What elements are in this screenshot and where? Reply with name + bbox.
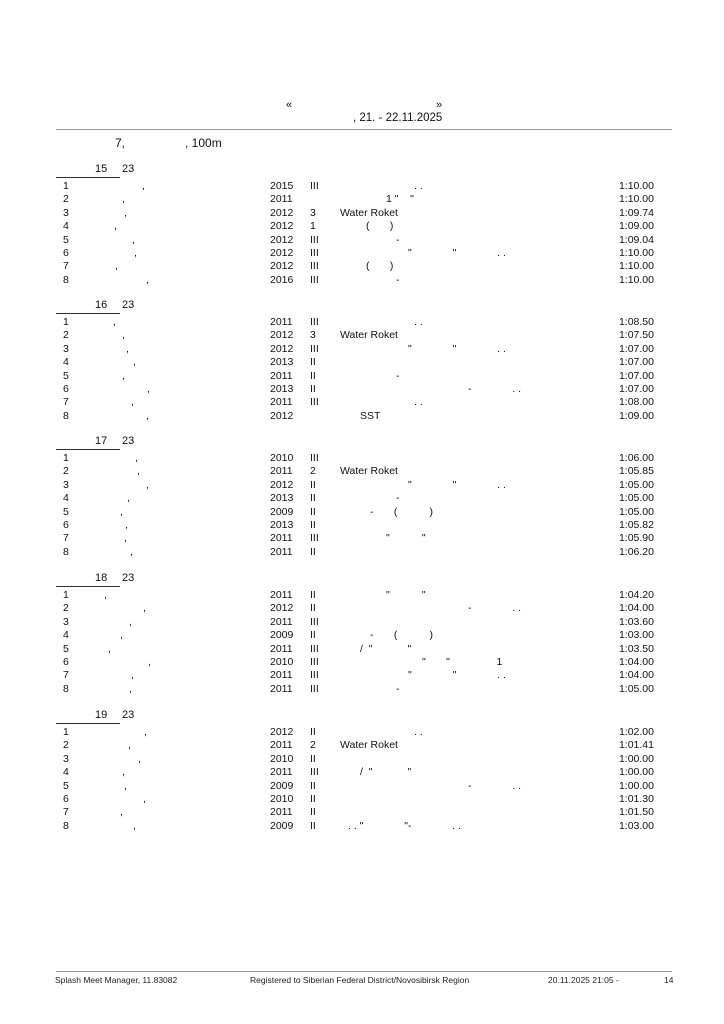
lane-number: 2 bbox=[63, 465, 69, 478]
swimmer-name: , bbox=[146, 273, 149, 286]
sport-rank: II bbox=[310, 492, 316, 505]
result-row bbox=[0, 669, 724, 682]
entry-time: 1:03.50 bbox=[618, 642, 654, 655]
lane-number: 5 bbox=[63, 233, 69, 246]
sport-rank: II bbox=[310, 726, 316, 738]
entry-time: 1:02.00 bbox=[618, 726, 654, 738]
club-name: " " . . bbox=[408, 342, 506, 355]
result-row bbox=[0, 193, 724, 206]
swimmer-name: , bbox=[138, 752, 141, 765]
swimmer-name: , bbox=[130, 545, 133, 558]
sport-rank: II bbox=[310, 478, 316, 491]
club-name: " " bbox=[386, 589, 426, 601]
lane-number: 7 bbox=[63, 806, 69, 819]
sport-rank: II bbox=[310, 519, 316, 531]
entry-time: 1:03.00 bbox=[618, 629, 654, 642]
result-row bbox=[0, 629, 724, 642]
lane-number: 2 bbox=[63, 193, 69, 206]
entry-time: 1:03.60 bbox=[618, 615, 654, 628]
entry-time: 1:05.85 bbox=[618, 465, 654, 478]
club-name: - . . bbox=[468, 779, 522, 792]
swimmer-name: , bbox=[146, 409, 149, 422]
birth-year: 2012 bbox=[270, 478, 294, 491]
sport-rank: 1 bbox=[310, 220, 316, 233]
lane-number: 7 bbox=[63, 669, 69, 682]
result-row bbox=[0, 820, 724, 833]
entry-time: 1:07.00 bbox=[618, 356, 654, 369]
birth-year: 2012 bbox=[270, 220, 294, 233]
sport-rank: 3 bbox=[310, 206, 316, 219]
entry-time: 1:10.00 bbox=[618, 247, 654, 259]
lane-number: 3 bbox=[63, 752, 69, 765]
swimmer-name: , bbox=[126, 342, 129, 355]
club-name: - . . bbox=[468, 383, 522, 395]
birth-year: 2011 bbox=[270, 682, 293, 695]
sport-rank: II bbox=[310, 602, 316, 615]
result-row bbox=[0, 589, 724, 602]
entry-time: 1:10.00 bbox=[618, 193, 654, 206]
sport-rank: III bbox=[310, 180, 319, 192]
club-name: Water Roket bbox=[340, 739, 398, 752]
footer-divider bbox=[56, 971, 672, 972]
sport-rank: III bbox=[310, 396, 319, 409]
club-name: SST bbox=[360, 409, 381, 422]
entry-time: 1:08.00 bbox=[618, 396, 654, 409]
event-distance: , 100m bbox=[185, 136, 222, 150]
birth-year: 2011 bbox=[270, 766, 293, 779]
swimmer-name: , bbox=[124, 206, 127, 219]
result-row bbox=[0, 519, 724, 532]
club-name: / " " bbox=[360, 642, 412, 655]
birth-year: 2010 bbox=[270, 752, 294, 765]
club-name: - bbox=[396, 369, 400, 382]
birth-year: 2011 bbox=[270, 465, 293, 478]
result-row bbox=[0, 656, 724, 669]
result-row bbox=[0, 180, 724, 193]
heat-group: 23 bbox=[122, 299, 135, 311]
swimmer-name: , bbox=[143, 602, 146, 615]
entry-time: 1:07.50 bbox=[618, 329, 654, 342]
club-name: " " . . bbox=[408, 247, 506, 259]
club-name: ( ) bbox=[366, 220, 394, 233]
birth-year: 2012 bbox=[270, 342, 294, 355]
birth-year: 2011 bbox=[270, 193, 293, 206]
swimmer-name: , bbox=[113, 316, 116, 328]
lane-number: 6 bbox=[63, 383, 69, 395]
result-row bbox=[0, 683, 724, 696]
result-row bbox=[0, 602, 724, 615]
result-row bbox=[0, 793, 724, 806]
lane-number: 8 bbox=[63, 273, 69, 286]
sport-rank: III bbox=[310, 316, 319, 328]
birth-year: 2011 bbox=[270, 589, 293, 601]
lane-number: 7 bbox=[63, 260, 69, 273]
swimmer-name: , bbox=[122, 329, 125, 342]
entry-time: 1:10.00 bbox=[618, 260, 654, 273]
sport-rank: II bbox=[310, 806, 316, 819]
result-row bbox=[0, 329, 724, 342]
lane-number: 7 bbox=[63, 396, 69, 409]
result-row bbox=[0, 356, 724, 369]
swimmer-name: , bbox=[120, 806, 123, 819]
entry-time: 1:01.41 bbox=[618, 739, 654, 752]
swimmer-name: , bbox=[148, 656, 151, 668]
result-row bbox=[0, 643, 724, 656]
heat-group: 23 bbox=[122, 435, 135, 447]
entry-time: 1:04.00 bbox=[618, 656, 654, 668]
result-row bbox=[0, 452, 724, 465]
club-name: . . " "- . . bbox=[348, 819, 462, 832]
heat-heading bbox=[56, 435, 135, 450]
entry-time: 1:07.00 bbox=[618, 369, 654, 382]
birth-year: 2009 bbox=[270, 629, 294, 642]
club-name: - ( ) bbox=[370, 629, 433, 642]
sport-rank: III bbox=[310, 273, 319, 286]
lane-number: 8 bbox=[63, 819, 69, 832]
sport-rank: II bbox=[310, 752, 316, 765]
entry-time: 1:05.82 bbox=[618, 519, 654, 531]
lane-number: 8 bbox=[63, 409, 69, 422]
sport-rank: II bbox=[310, 629, 316, 642]
entry-time: 1:09.00 bbox=[618, 409, 654, 422]
birth-year: 2011 bbox=[270, 739, 293, 752]
swimmer-name: , bbox=[108, 642, 111, 655]
swimmer-name: , bbox=[104, 589, 107, 601]
sport-rank: III bbox=[310, 642, 319, 655]
event-number: 7, bbox=[115, 136, 126, 150]
title-quote-close: » bbox=[436, 99, 443, 111]
club-name: - . . bbox=[468, 602, 522, 615]
lane-number: 1 bbox=[63, 726, 69, 738]
result-row bbox=[0, 465, 724, 478]
result-row bbox=[0, 506, 724, 519]
lane-number: 5 bbox=[63, 369, 69, 382]
entry-time: 1:05.00 bbox=[618, 682, 654, 695]
heat-group: 23 bbox=[122, 572, 135, 584]
heat-group: 23 bbox=[122, 709, 135, 721]
sport-rank: III bbox=[310, 615, 319, 628]
birth-year: 2009 bbox=[270, 819, 294, 832]
sport-rank: III bbox=[310, 766, 319, 779]
birth-year: 2011 bbox=[270, 669, 293, 682]
entry-time: 1:09.00 bbox=[618, 220, 654, 233]
entry-time: 1:04.00 bbox=[618, 669, 654, 682]
title-quote-open: « bbox=[286, 99, 293, 111]
result-row bbox=[0, 532, 724, 545]
birth-year: 2011 bbox=[270, 806, 293, 819]
lane-number: 6 bbox=[63, 656, 69, 668]
heat-number: 15 bbox=[95, 163, 108, 175]
entry-time: 1:06.00 bbox=[618, 452, 654, 464]
club-name: Water Roket bbox=[340, 465, 398, 478]
entry-time: 1:10.00 bbox=[618, 180, 654, 192]
lane-number: 1 bbox=[63, 180, 69, 192]
sport-rank: II bbox=[310, 589, 316, 601]
birth-year: 2013 bbox=[270, 519, 294, 531]
sport-rank: II bbox=[310, 819, 316, 832]
club-name: 1 " " bbox=[386, 193, 414, 206]
swimmer-name: , bbox=[127, 492, 130, 505]
birth-year: 2012 bbox=[270, 206, 294, 219]
heat-number: 17 bbox=[95, 435, 108, 447]
club-name: . . bbox=[414, 396, 423, 409]
heat-heading bbox=[56, 709, 135, 724]
swimmer-name: , bbox=[120, 629, 123, 642]
swimmer-name: , bbox=[124, 532, 127, 545]
swimmer-name: , bbox=[122, 766, 125, 779]
lane-number: 5 bbox=[63, 779, 69, 792]
entry-time: 1:04.00 bbox=[618, 602, 654, 615]
entry-time: 1:06.20 bbox=[618, 545, 654, 558]
birth-year: 2012 bbox=[270, 247, 294, 259]
swimmer-name: , bbox=[131, 396, 134, 409]
swimmer-name: , bbox=[147, 383, 150, 395]
lane-number: 1 bbox=[63, 316, 69, 328]
sport-rank: II bbox=[310, 369, 316, 382]
birth-year: 2009 bbox=[270, 505, 294, 518]
birth-year: 2010 bbox=[270, 656, 294, 668]
result-row bbox=[0, 492, 724, 505]
lane-number: 6 bbox=[63, 793, 69, 805]
result-row bbox=[0, 396, 724, 409]
sport-rank: 2 bbox=[310, 739, 316, 752]
result-row bbox=[0, 207, 724, 220]
result-row bbox=[0, 753, 724, 766]
lane-number: 3 bbox=[63, 615, 69, 628]
result-row bbox=[0, 766, 724, 779]
birth-year: 2012 bbox=[270, 260, 294, 273]
entry-time: 1:08.50 bbox=[618, 316, 654, 328]
swimmer-name: , bbox=[146, 478, 149, 491]
club-name: - ( ) bbox=[370, 505, 433, 518]
sport-rank: III bbox=[310, 452, 319, 464]
birth-year: 2013 bbox=[270, 383, 294, 395]
entry-time: 1:09.04 bbox=[618, 233, 654, 246]
swimmer-name: , bbox=[137, 465, 140, 478]
birth-year: 2010 bbox=[270, 452, 294, 464]
lane-number: 2 bbox=[63, 739, 69, 752]
lane-number: 2 bbox=[63, 602, 69, 615]
club-name: - bbox=[396, 233, 400, 246]
heat-number: 19 bbox=[95, 709, 108, 721]
birth-year: 2013 bbox=[270, 492, 294, 505]
result-row bbox=[0, 247, 724, 260]
birth-year: 2015 bbox=[270, 180, 294, 192]
sport-rank: III bbox=[310, 669, 319, 682]
entry-time: 1:00.00 bbox=[618, 766, 654, 779]
birth-year: 2011 bbox=[270, 615, 293, 628]
sport-rank: III bbox=[310, 247, 319, 259]
lane-number: 4 bbox=[63, 220, 69, 233]
swimmer-name: , bbox=[125, 519, 128, 531]
swimmer-name: , bbox=[129, 682, 132, 695]
swimmer-name: , bbox=[115, 260, 118, 273]
birth-year: 2011 bbox=[270, 396, 293, 409]
lane-number: 8 bbox=[63, 682, 69, 695]
result-row bbox=[0, 726, 724, 739]
entry-time: 1:07.00 bbox=[618, 383, 654, 395]
birth-year: 2012 bbox=[270, 409, 294, 422]
heat-heading bbox=[56, 299, 135, 314]
swimmer-name: , bbox=[132, 233, 135, 246]
sport-rank: 2 bbox=[310, 465, 316, 478]
entry-time: 1:05.90 bbox=[618, 532, 654, 545]
sport-rank: III bbox=[310, 682, 319, 695]
sport-rank: 3 bbox=[310, 329, 316, 342]
club-name: ( ) bbox=[366, 260, 394, 273]
entry-time: 1:05.00 bbox=[618, 478, 654, 491]
result-row bbox=[0, 370, 724, 383]
result-row bbox=[0, 546, 724, 559]
birth-year: 2011 bbox=[270, 316, 293, 328]
entry-time: 1:01.30 bbox=[618, 793, 654, 805]
birth-year: 2011 bbox=[270, 545, 293, 558]
entry-time: 1:05.00 bbox=[618, 492, 654, 505]
result-row bbox=[0, 220, 724, 233]
sport-rank: III bbox=[310, 260, 319, 273]
club-name: . . bbox=[414, 316, 423, 328]
club-name: " " 1 bbox=[422, 656, 503, 668]
lane-number: 4 bbox=[63, 766, 69, 779]
footer-page-number: 14 bbox=[664, 975, 674, 985]
lane-number: 3 bbox=[63, 478, 69, 491]
sport-rank: III bbox=[310, 342, 319, 355]
club-name: Water Roket bbox=[340, 329, 398, 342]
heat-heading bbox=[56, 572, 135, 587]
result-row bbox=[0, 806, 724, 819]
meet-date: , 21. - 22.11.2025 bbox=[353, 112, 443, 124]
birth-year: 2016 bbox=[270, 273, 294, 286]
sport-rank: II bbox=[310, 779, 316, 792]
sport-rank: II bbox=[310, 356, 316, 369]
club-name: . . bbox=[414, 180, 423, 192]
result-row bbox=[0, 234, 724, 247]
entry-time: 1:09.74 bbox=[618, 206, 654, 219]
entry-time: 1:04.20 bbox=[618, 589, 654, 601]
club-name: - bbox=[396, 273, 400, 286]
birth-year: 2012 bbox=[270, 329, 294, 342]
result-row bbox=[0, 780, 724, 793]
lane-number: 5 bbox=[63, 505, 69, 518]
heat-group: 23 bbox=[122, 163, 135, 175]
club-name: / " " bbox=[360, 766, 412, 779]
swimmer-name: , bbox=[131, 669, 134, 682]
result-row bbox=[0, 383, 724, 396]
entry-time: 1:00.00 bbox=[618, 752, 654, 765]
entry-time: 1:05.00 bbox=[618, 505, 654, 518]
lane-number: 4 bbox=[63, 629, 69, 642]
birth-year: 2011 bbox=[270, 532, 293, 545]
lane-number: 8 bbox=[63, 545, 69, 558]
club-name: - bbox=[396, 682, 400, 695]
entry-time: 1:03.00 bbox=[618, 819, 654, 832]
result-row bbox=[0, 260, 724, 273]
entry-time: 1:10.00 bbox=[618, 273, 654, 286]
lane-number: 1 bbox=[63, 452, 69, 464]
birth-year: 2010 bbox=[270, 793, 294, 805]
swimmer-name: , bbox=[114, 220, 117, 233]
lane-number: 1 bbox=[63, 589, 69, 601]
swimmer-name: , bbox=[124, 779, 127, 792]
swimmer-name: , bbox=[122, 193, 125, 206]
entry-time: 1:07.00 bbox=[618, 342, 654, 355]
birth-year: 2013 bbox=[270, 356, 294, 369]
lane-number: 6 bbox=[63, 519, 69, 531]
sport-rank: II bbox=[310, 383, 316, 395]
swimmer-name: , bbox=[129, 615, 132, 628]
sport-rank: III bbox=[310, 233, 319, 246]
result-row bbox=[0, 739, 724, 752]
swimmer-name: , bbox=[144, 726, 147, 738]
result-row bbox=[0, 343, 724, 356]
footer-registered: Registered to Siberian Federal District/Novosibirsk Region bbox=[250, 975, 470, 985]
result-row bbox=[0, 274, 724, 287]
result-row bbox=[0, 616, 724, 629]
swimmer-name: , bbox=[135, 452, 138, 464]
heat-number: 16 bbox=[95, 299, 108, 311]
sport-rank: II bbox=[310, 793, 316, 805]
lane-number: 4 bbox=[63, 492, 69, 505]
lane-number: 6 bbox=[63, 247, 69, 259]
sport-rank: II bbox=[310, 505, 316, 518]
birth-year: 2011 bbox=[270, 369, 293, 382]
sport-rank: III bbox=[310, 532, 319, 545]
swimmer-name: , bbox=[134, 247, 137, 259]
sport-rank: III bbox=[310, 656, 319, 668]
lane-number: 3 bbox=[63, 206, 69, 219]
entry-time: 1:00.00 bbox=[618, 779, 654, 792]
lane-number: 4 bbox=[63, 356, 69, 369]
lane-number: 2 bbox=[63, 329, 69, 342]
swimmer-name: , bbox=[133, 819, 136, 832]
lane-number: 5 bbox=[63, 642, 69, 655]
result-row bbox=[0, 479, 724, 492]
club-name: " " . . bbox=[408, 669, 506, 682]
swimmer-name: , bbox=[142, 180, 145, 192]
heat-heading bbox=[56, 163, 135, 178]
swimmer-name: , bbox=[143, 793, 146, 805]
swimmer-name: , bbox=[133, 356, 136, 369]
swimmer-name: , bbox=[122, 369, 125, 382]
club-name: " " bbox=[386, 532, 426, 545]
swimmer-name: , bbox=[128, 739, 131, 752]
footer-timestamp: 20.11.2025 21:05 - bbox=[548, 975, 619, 985]
heat-number: 18 bbox=[95, 572, 108, 584]
header-divider bbox=[56, 129, 672, 130]
swimmer-name: , bbox=[120, 505, 123, 518]
birth-year: 2011 bbox=[270, 642, 293, 655]
birth-year: 2009 bbox=[270, 779, 294, 792]
result-row bbox=[0, 316, 724, 329]
birth-year: 2012 bbox=[270, 726, 294, 738]
club-name: . . bbox=[414, 726, 423, 738]
lane-number: 3 bbox=[63, 342, 69, 355]
birth-year: 2012 bbox=[270, 602, 294, 615]
club-name: - bbox=[396, 492, 400, 505]
result-row bbox=[0, 410, 724, 423]
club-name: " " . . bbox=[408, 478, 506, 491]
club-name: Water Roket bbox=[340, 206, 398, 219]
lane-number: 7 bbox=[63, 532, 69, 545]
entry-time: 1:01.50 bbox=[618, 806, 654, 819]
footer-software: Splash Meet Manager, 11.83082 bbox=[55, 975, 178, 985]
birth-year: 2012 bbox=[270, 233, 294, 246]
sport-rank: II bbox=[310, 545, 316, 558]
